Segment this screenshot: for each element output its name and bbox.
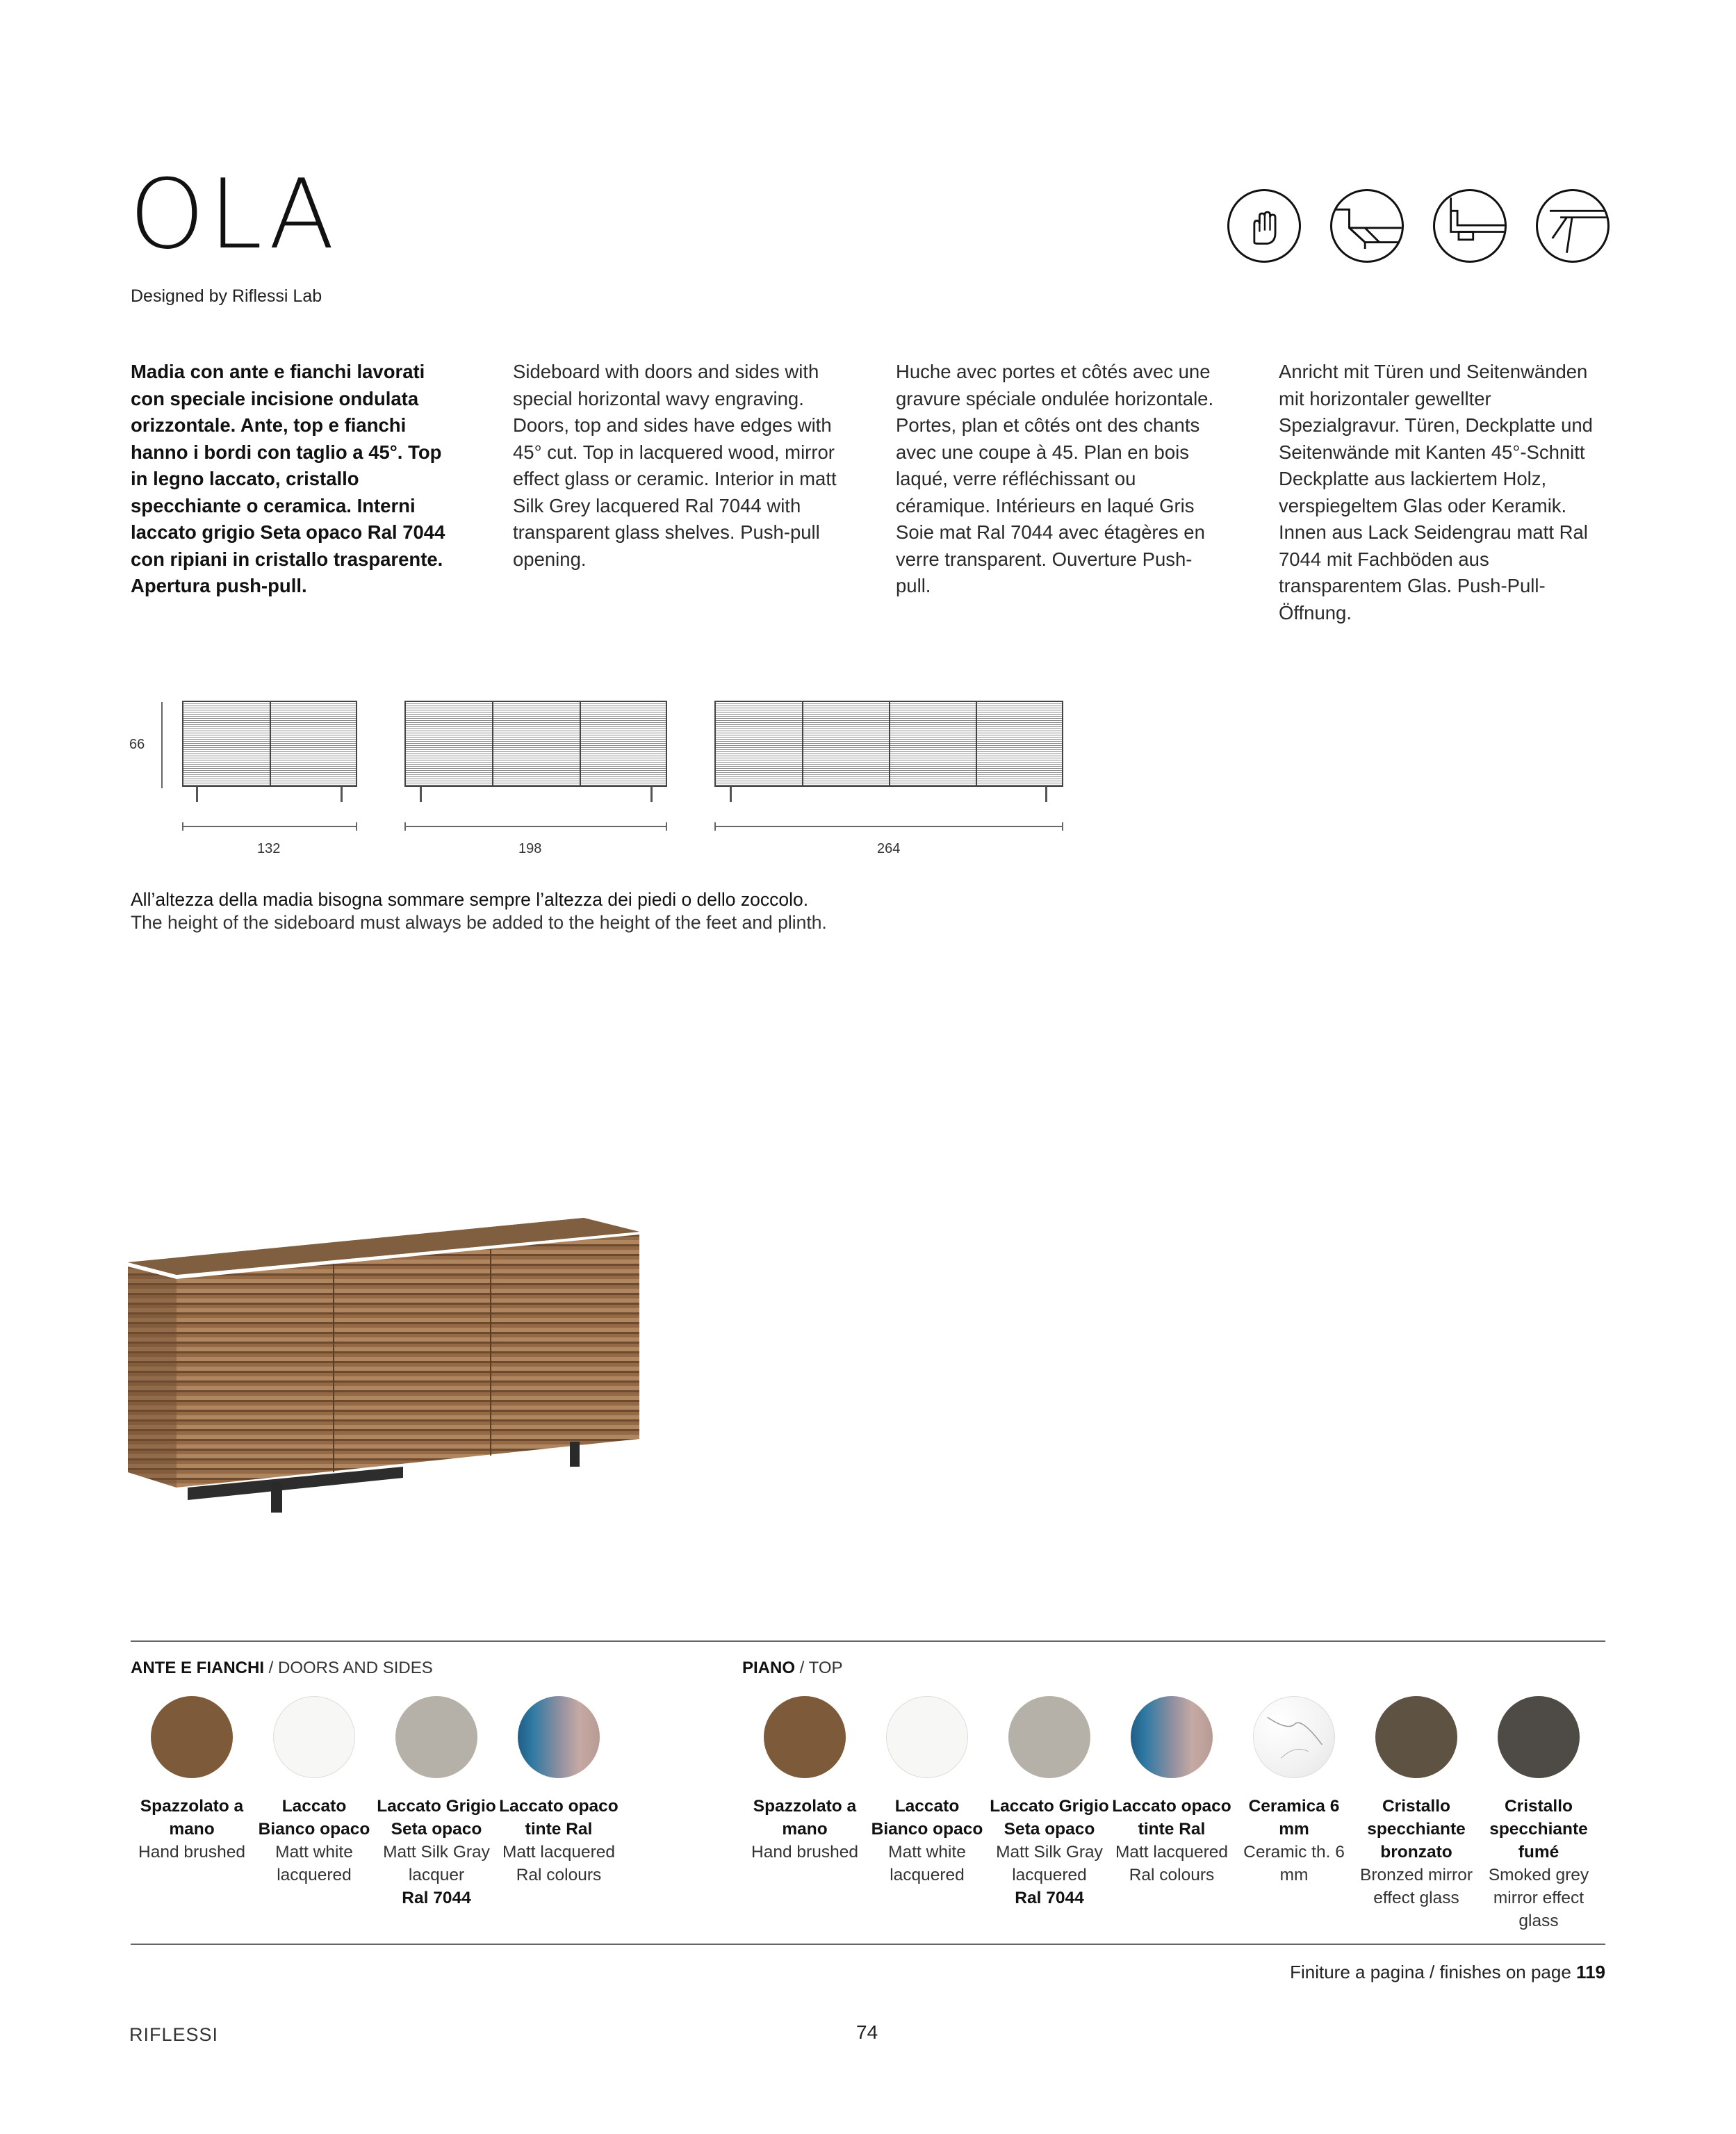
finish-description: Matt white lacquered [888,1843,966,1884]
description-french: Huche avec portes et côtés avec une gravure spéciale ondulée horizontale. Portes, plan et côtés ont des chants avec une coupe à 45. Plan en bois laqué, verre réfléchissant ou céramique. Intérieurs en laqué Gris Soie mat Ral 7044 avec étagères en verre transparent. Ouverture Push-pull. [896,361,1214,596]
page-number: 74 [856,2021,878,2043]
door-divider [889,702,890,785]
top-section-title-rest: / TOP [795,1659,843,1677]
finish-name: Laccato opaco tinte Ral [1112,1797,1231,1839]
finish-description: Matt lacquered Ral colours [502,1843,616,1884]
page-title: OLA [129,158,339,270]
finish-swatch [886,1696,968,1778]
width-label-264: 264 [877,841,901,856]
finish-label [375,1795,498,1909]
finish-swatch [1375,1696,1457,1778]
width-measure-line [714,826,1063,827]
finish-description: Matt white lacquered [275,1843,353,1884]
width-measure-line [404,826,667,827]
finish-swatch [518,1696,600,1778]
finish-label [1355,1795,1477,1909]
finish-description: Ceramic th. 6 mm [1243,1843,1345,1884]
door-divider [802,702,803,785]
doors-section-title-bold: ANTE E FIANCHI [131,1659,264,1677]
description-german: Anricht mit Türen und Seitenwänden mit horizontaler gewellter Spezialgravur. Türen, Deckplatte und Seitenwände mit Kanten 45°-Schnitt Deckplatte aus lackiertem Holz, verspiegeltem Glas oder Keramik. Innen aus Lack Seidengrau matt Ral 7044 mit Fachböden aus transparentem Glas. Push-Pull-Öffnung. [1279,361,1593,624]
finish-name: Spazzolato a mano [753,1797,857,1839]
door-divider [492,702,493,785]
finish-swatch [1131,1696,1213,1778]
finish-name: Cristallo specchiante fumé [1489,1797,1588,1862]
description-english: Sideboard with doors and sides with special horizontal wavy engraving. Doors, top and sides have edges with 45° cut. Top in lacquered wood, mirror effect glass or ceramic. Interior in matt Silk Grey lacquered Ral 7044 with transparent glass shelves. Push-pull opening. [513,361,837,570]
sideboard-leg [420,787,422,802]
finish-description: Matt Silk Gray lacquered [996,1843,1103,1884]
45-degree-edge-icon [1330,189,1404,263]
push-pull-hand-icon [1227,189,1301,263]
width-label-132: 132 [257,841,281,856]
finish-description: Hand brushed [138,1843,245,1862]
finish-swatch [1008,1696,1090,1778]
finish-name: Ceramica 6 mm [1248,1797,1340,1839]
finishes-bottom-rule [131,1944,1605,1945]
finish-swatch [1498,1696,1580,1778]
metal-leg-icon [1536,189,1610,263]
finishes-top-rule [131,1640,1605,1642]
doors-section-title [131,1659,433,1678]
width-label-198: 198 [518,841,542,856]
height-note-english: The height of the sideboard must always be added to the height of the feet and plinth. [131,912,827,933]
plinth-base-icon [1433,189,1507,263]
finish-label [498,1795,620,1887]
sideboard-diagram-132 [182,701,357,787]
sideboard-leg [341,787,343,802]
top-section-title [742,1659,843,1678]
finish-description: Matt lacquered Ral colours [1115,1843,1229,1884]
finishes-reference-en: / finishes on page [1424,1962,1577,1982]
finish-swatch [395,1696,477,1778]
sideboard-diagram-198 [404,701,667,787]
finish-description: Hand brushed [751,1843,858,1862]
finish-name: Laccato opaco tinte Ral [499,1797,619,1839]
finish-label [744,1795,866,1864]
product-photo [111,1182,639,1515]
finish-swatch [1253,1696,1335,1778]
door-divider [580,702,581,785]
doors-section-title-rest: / DOORS AND SIDES [264,1659,433,1677]
finish-name: Laccato Bianco opaco [258,1797,370,1839]
finish-name: Spazzolato a mano [140,1797,244,1839]
finishes-reference-page: 119 [1576,1962,1605,1982]
door-divider [976,702,977,785]
finish-name: Laccato Bianco opaco [871,1797,983,1839]
finish-swatch [764,1696,846,1778]
finish-label [131,1795,253,1864]
footer-brand: RIFLESSI [129,2024,219,2045]
finish-ral-code: Ral 7044 [402,1889,471,1907]
finishes-reference-it: Finiture a pagina [1290,1962,1425,1982]
sideboard-diagram-264 [714,701,1063,787]
sideboard-leg [1045,787,1047,802]
top-section-title-bold: PIANO [742,1659,796,1677]
height-label: 66 [129,737,145,752]
finish-name: Laccato Grigio Seta opaco [377,1797,496,1839]
width-measure-line [182,826,357,827]
dimension-diagrams [129,688,1102,862]
finish-name: Laccato Grigio Seta opaco [990,1797,1109,1839]
sideboard-leg [730,787,732,802]
finish-label [866,1795,988,1887]
height-note-italian: All’altezza della madia bisogna sommare sempre l’altezza dei piedi o dello zoccolo. [131,889,809,910]
finish-name: Cristallo specchiante bronzato [1367,1797,1466,1862]
designer-credit: Designed by Riflessi Lab [131,286,322,306]
finish-label [1477,1795,1600,1932]
sideboard-leg [196,787,198,802]
finish-label [1233,1795,1355,1887]
height-measure-line [161,702,163,788]
finish-swatch [273,1696,355,1778]
finish-label [253,1795,375,1887]
feature-icons [1227,189,1610,263]
finishes-reference [1290,1962,1605,1983]
door-divider [270,702,271,785]
finish-description: Bronzed mirror effect glass [1359,1866,1473,1907]
finish-swatch [151,1696,233,1778]
height-note [131,888,827,934]
finish-description: Smoked grey mirror effect glass [1488,1866,1589,1930]
sideboard-leg [650,787,653,802]
description-italian: Madia con ante e fianchi lavorati con speciale incisione ondulata orizzontale. Ante, top e fianchi hanno i bordi con taglio a 45°. Top in legno laccato, cristallo specchiante o ceramica. Interni laccato grigio Seta opaco Ral 7044 con ripiani in cristallo trasparente. Apertura push-pull. [131,361,445,596]
finish-label [1111,1795,1233,1887]
finish-description: Matt Silk Gray lacquer [383,1843,490,1884]
finish-ral-code: Ral 7044 [1015,1889,1084,1907]
finish-label [988,1795,1111,1909]
